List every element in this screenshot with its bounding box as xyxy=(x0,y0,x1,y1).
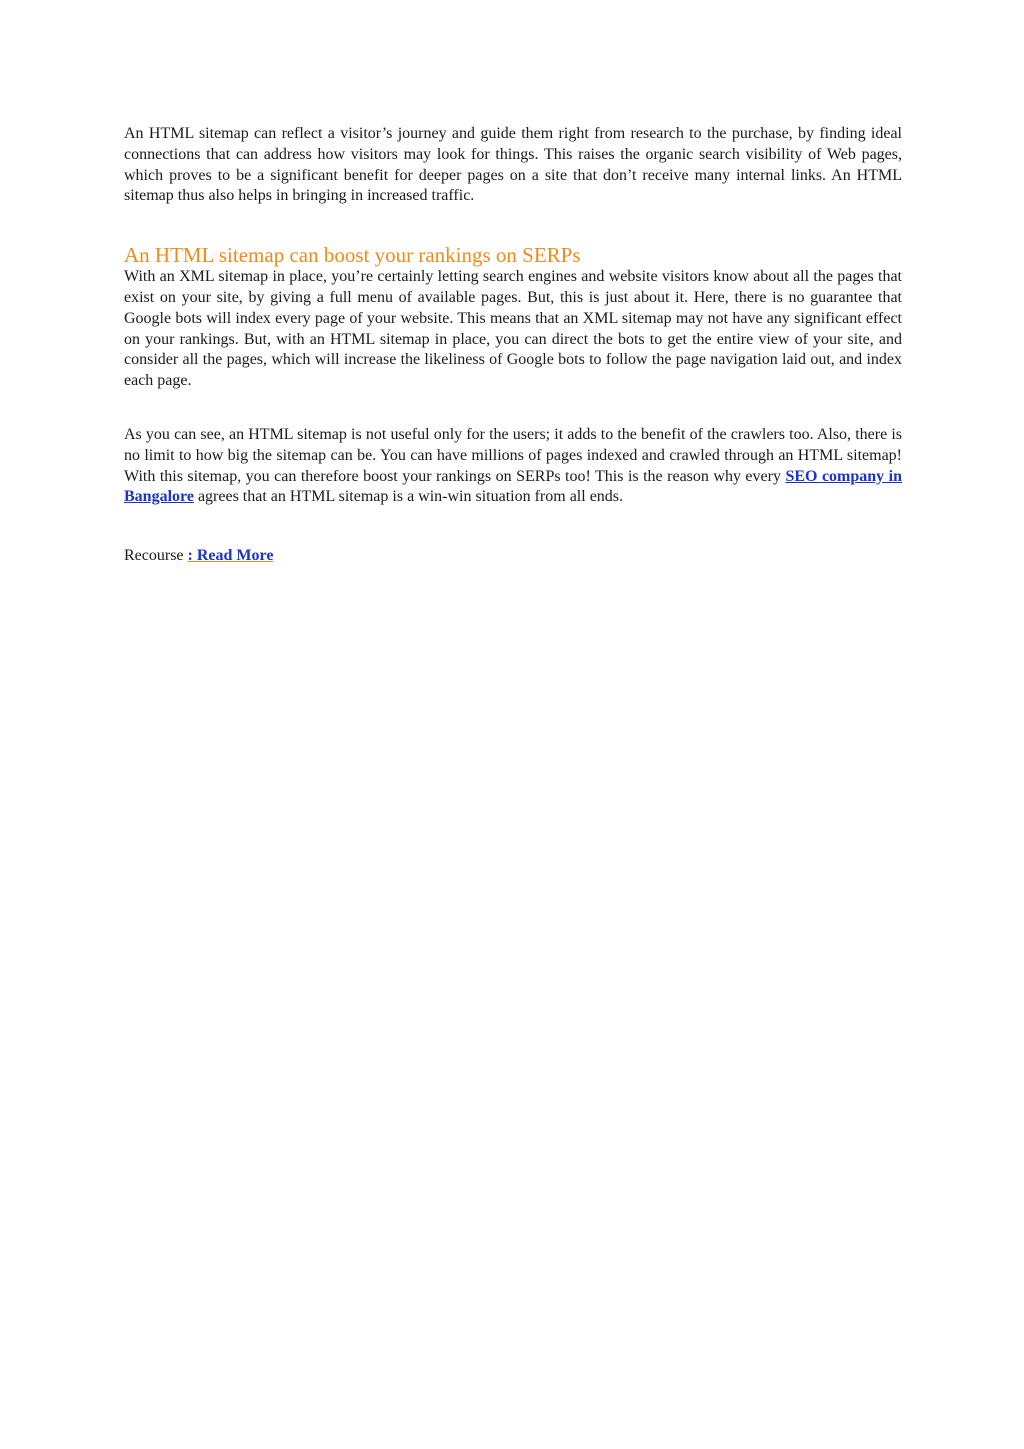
resource-label: Recourse xyxy=(124,547,188,565)
paragraph-xml-sitemap: With an XML sitemap in place, you’re certainly letting search engines and website visitors know about all the pages that exist on your site, by giving a full menu of available pages. But, this is just about it. Here, there is no guarantee that Google bots will index every page of your website. This means that an XML sitemap may not have any significant effect on your rankings. But, with an HTML sitemap in place, you can direct the bots to get the entire view of your site, and consider all the pages, which will increase the likeliness of Google bots to follow the page navigation laid out, and index each page. xyxy=(124,268,902,390)
paragraph-conclusion-text-start: As you can see, an HTML sitemap is not useful only for the users; it adds to the benefit of the crawlers too. Also, there is no limit to how big the sitemap can be. You can have millions of pages indexed and crawled through an HTML sitemap! With this sitemap, you can therefore boost your rankings on SERPs too! This is the reason why every xyxy=(124,425,902,485)
document-page xyxy=(124,124,902,567)
resource-line xyxy=(124,546,902,567)
paragraph-conclusion-text-end: agrees that an HTML sitemap is a win-win situation from all ends. xyxy=(193,488,624,506)
paragraph-conclusion xyxy=(124,425,902,508)
seo-company-link[interactable]: SEO company in Bangalore xyxy=(124,467,903,506)
paragraph-intro: An HTML sitemap can reflect a visitor’s journey and guide them right from research to the purchase, by finding ideal connections that can address how visitors may look for things. This raises the organic search visibility of Web pages, which proves to be a significant benefit for deeper pages on a site that don’t receive many internal links. An HTML sitemap thus also helps in bringing in increased traffic. xyxy=(124,125,902,205)
section-heading: An HTML sitemap can boost your rankings on SERPs xyxy=(124,243,581,268)
read-more-link[interactable]: : Read More xyxy=(187,547,274,565)
